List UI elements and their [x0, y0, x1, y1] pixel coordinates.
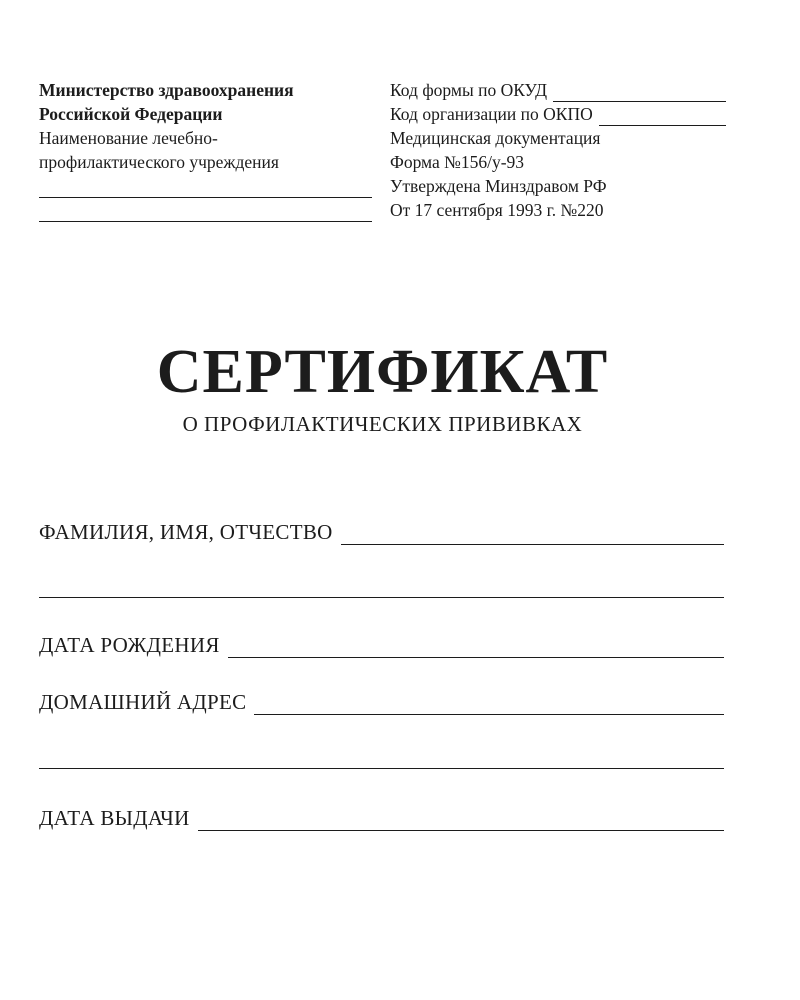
doc-type: Медицинская документация — [390, 128, 601, 148]
home-address-label: ДОМАШНИЙ АДРЕС — [39, 690, 247, 714]
issue-date-field — [39, 801, 724, 831]
approval-date: От 17 сентября 1993 г. №220 — [390, 200, 604, 220]
home-address-field — [39, 685, 724, 715]
full-name-blank[interactable] — [341, 522, 724, 545]
full-name-blank-continued[interactable] — [39, 597, 724, 598]
institution-name-blank-2[interactable] — [39, 198, 372, 222]
header-left-block — [39, 78, 374, 222]
home-address-blank-continued[interactable] — [39, 768, 724, 769]
full-name-field — [39, 515, 724, 545]
ministry-line-2: Российской Федерации — [39, 104, 223, 124]
document-title: СЕРТИФИКАТ — [156, 338, 609, 406]
header-right-block — [390, 78, 726, 222]
okud-row — [390, 78, 726, 102]
institution-label-line-1: Наименование лечебно- — [39, 128, 218, 148]
okpo-code-blank[interactable] — [599, 108, 726, 126]
form-number: Форма №156/у-93 — [390, 152, 525, 172]
ministry-line-1: Министерство здравоохранения — [39, 80, 294, 100]
birth-date-field — [39, 628, 724, 658]
institution-label-line-2: профилактического учреждения — [39, 152, 279, 172]
okpo-label: Код организации по ОКПО — [390, 104, 593, 124]
issue-date-label: ДАТА ВЫДАЧИ — [39, 806, 190, 830]
full-name-label: ФАМИЛИЯ, ИМЯ, ОТЧЕСТВО — [39, 520, 333, 544]
document-subtitle: О ПРОФИЛАКТИЧЕСКИХ ПРИВИВКАХ — [182, 412, 583, 436]
institution-name-blank-1[interactable] — [39, 174, 372, 198]
approved-by: Утверждена Минздравом РФ — [390, 176, 607, 196]
okpo-row — [390, 102, 726, 126]
home-address-blank[interactable] — [254, 692, 724, 715]
issue-date-blank[interactable] — [198, 808, 724, 831]
okud-code-blank[interactable] — [553, 84, 726, 102]
birth-date-label: ДАТА РОЖДЕНИЯ — [39, 633, 220, 657]
birth-date-blank[interactable] — [228, 635, 724, 658]
okud-label: Код формы по ОКУД — [390, 80, 548, 100]
